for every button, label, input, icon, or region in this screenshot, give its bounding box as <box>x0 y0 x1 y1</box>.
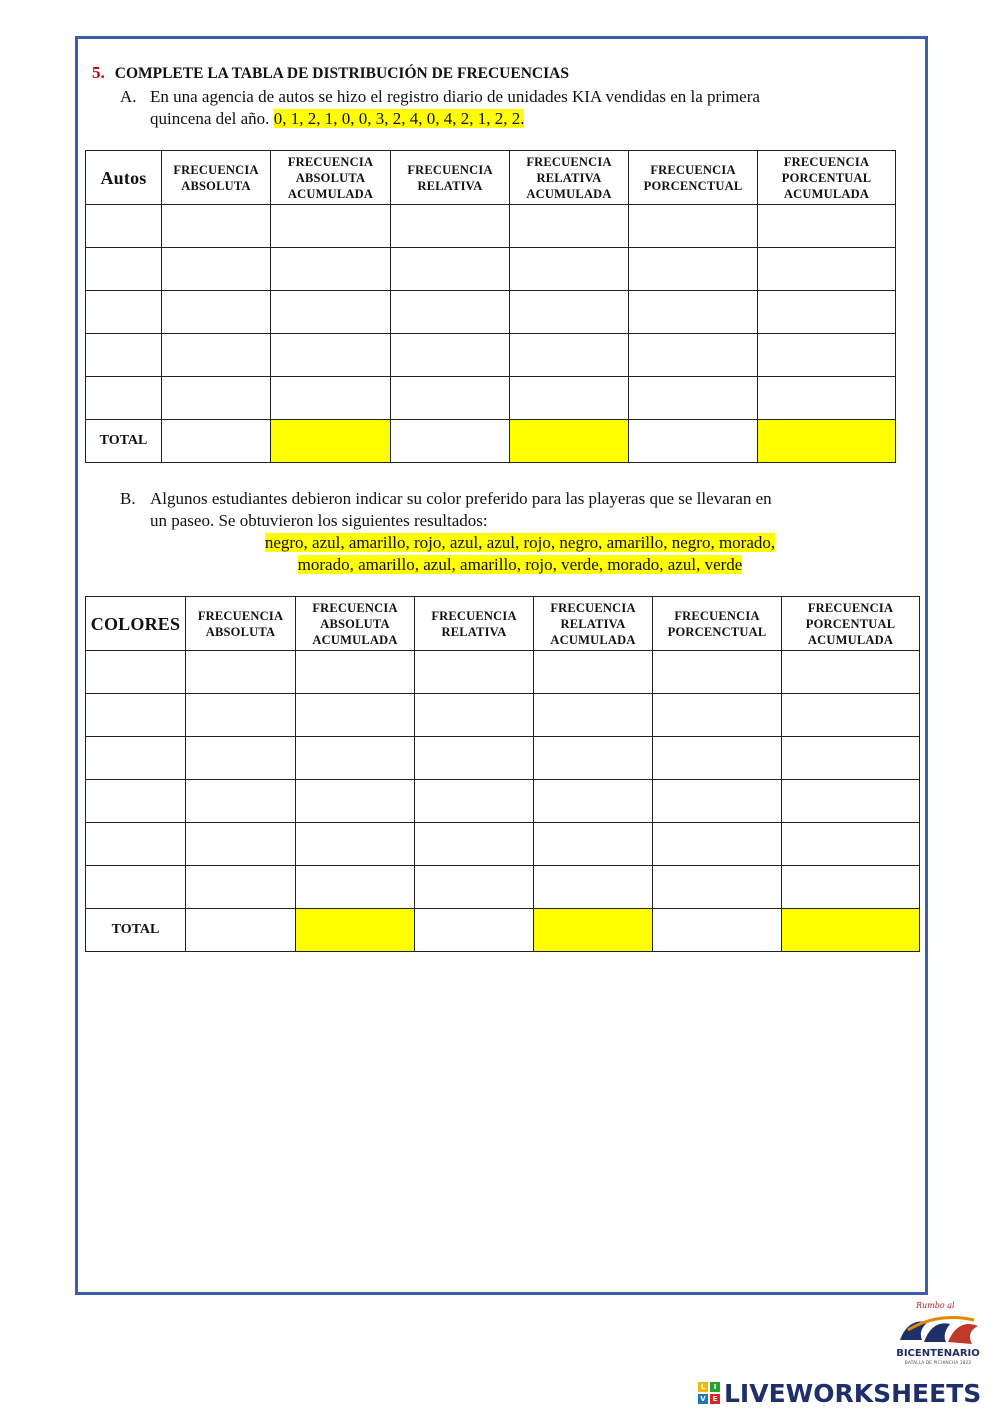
table_a-header-line: RELATIVA <box>536 170 602 185</box>
table-cell[interactable] <box>758 248 896 291</box>
total-row <box>86 420 896 463</box>
table_a-header-line: ACUMULADA <box>526 186 612 201</box>
table-row <box>86 737 920 780</box>
table-cell[interactable] <box>415 780 534 823</box>
table-cell[interactable] <box>271 205 391 248</box>
table_a-header-line: FRECUENCIA <box>650 162 736 177</box>
table_a-header-line: ACUMULADA <box>287 186 374 201</box>
table_b-header-line: RELATIVA <box>560 616 626 631</box>
bicentenario-sub: BATALLA DE PICHINCHA 1822 <box>904 1361 972 1366</box>
table_a-first-header: Autos <box>86 151 162 205</box>
table-row <box>86 780 920 823</box>
total-label: TOTAL <box>86 420 162 463</box>
bicentenario-label: BICENTENARIO <box>896 1348 980 1359</box>
table-cell[interactable] <box>296 737 415 780</box>
total-label: TOTAL <box>86 909 186 952</box>
table_b-header-1 <box>296 597 415 651</box>
table-row <box>86 334 896 377</box>
table-row <box>86 866 920 909</box>
table-cell[interactable] <box>758 205 896 248</box>
table-cell[interactable] <box>653 866 782 909</box>
table_b-header-line: ACUMULADA <box>312 632 398 647</box>
table_a-header-line: ABSOLUTA <box>295 170 366 185</box>
table-cell[interactable] <box>186 866 296 909</box>
part-a-line1: En una agencia de autos se hizo el registro diario de unidades KIA vendidas en la primera <box>150 87 760 106</box>
table-cell[interactable] <box>86 334 162 377</box>
table-cell[interactable] <box>391 291 510 334</box>
table-cell[interactable] <box>653 737 782 780</box>
table-cell[interactable] <box>186 694 296 737</box>
table-cell[interactable] <box>86 823 186 866</box>
table_a-header-4 <box>629 151 758 205</box>
table_b-header-line: FRECUENCIA <box>674 608 760 623</box>
table-cell[interactable] <box>415 694 534 737</box>
table-cell[interactable] <box>510 334 629 377</box>
table_b-header-5 <box>782 597 920 651</box>
table-cell[interactable] <box>510 291 629 334</box>
table-cell[interactable] <box>534 823 653 866</box>
table-row <box>86 291 896 334</box>
table-cell[interactable] <box>86 205 162 248</box>
part-b-data-line2: morado, amarillo, azul, amarillo, rojo, verde, morado, azul, verde <box>297 555 743 574</box>
table_a-header-2 <box>391 151 510 205</box>
table-cell[interactable] <box>758 377 896 420</box>
table_b-header-line: ACUMULADA <box>807 632 894 647</box>
table-cell[interactable] <box>534 651 653 694</box>
table-cell[interactable] <box>186 780 296 823</box>
table_a-header-line: FRECUENCIA <box>173 162 259 177</box>
lw-square-e: E <box>710 1394 720 1404</box>
table-row <box>86 377 896 420</box>
lw-square-i: I <box>710 1382 720 1392</box>
part-b-data-line1: negro, azul, amarillo, rojo, azul, azul, rojo, negro, amarillo, negro, morado, <box>264 533 776 552</box>
table_a-header-0 <box>162 151 271 205</box>
part-b-text <box>120 488 772 532</box>
table-cell[interactable] <box>296 866 415 909</box>
table_b-header-line: ABSOLUTA <box>205 624 276 639</box>
table-cell[interactable] <box>758 334 896 377</box>
table_b-header-line: FRECUENCIA <box>431 608 517 623</box>
total-cell[interactable] <box>629 420 758 463</box>
table_b-header-line: PORCENTUAL <box>805 616 896 631</box>
total-cell[interactable] <box>653 909 782 952</box>
table-cell[interactable] <box>86 780 186 823</box>
table_b-header-line: FRECUENCIA <box>550 600 636 615</box>
table_b-header-2 <box>415 597 534 651</box>
liveworksheets-logo-icon <box>698 1382 720 1404</box>
table-cell[interactable] <box>186 737 296 780</box>
table_a-header-line: ACUMULADA <box>783 186 870 201</box>
table-cell[interactable] <box>86 737 186 780</box>
table-cell[interactable] <box>782 823 920 866</box>
table-cell[interactable] <box>86 651 186 694</box>
table-row <box>86 205 896 248</box>
table_b-header-4 <box>653 597 782 651</box>
part-b-data <box>120 532 920 576</box>
table_a-header-line: ABSOLUTA <box>181 178 251 193</box>
exercise-number: 5. <box>92 63 105 82</box>
part-b-line2: un paseo. Se obtuvieron los siguientes resultados: <box>150 511 488 530</box>
table-cell[interactable] <box>296 780 415 823</box>
table_b-header-line: RELATIVA <box>441 624 507 639</box>
total-cell[interactable] <box>510 420 629 463</box>
table-cell[interactable] <box>415 823 534 866</box>
total-cell[interactable] <box>186 909 296 952</box>
table-cell[interactable] <box>758 291 896 334</box>
table-cell[interactable] <box>415 651 534 694</box>
table-cell[interactable] <box>629 205 758 248</box>
table-cell[interactable] <box>271 248 391 291</box>
table-cell[interactable] <box>629 334 758 377</box>
table-cell[interactable] <box>271 334 391 377</box>
table_a-header-line: PORCENTUAL <box>781 170 872 185</box>
table_a-header-line: FRECUENCIA <box>407 162 493 177</box>
part-a-text <box>120 86 760 130</box>
table-cell[interactable] <box>271 291 391 334</box>
total-cell[interactable] <box>782 909 920 952</box>
table-cell[interactable] <box>510 205 629 248</box>
table-cell[interactable] <box>534 866 653 909</box>
table_b-header-line: ABSOLUTA <box>320 616 390 631</box>
table-cell[interactable] <box>653 780 782 823</box>
part-b-letter: B. <box>120 489 136 508</box>
exercise-heading <box>92 63 569 83</box>
table-cell[interactable] <box>162 291 271 334</box>
table-cell[interactable] <box>86 377 162 420</box>
table-cell[interactable] <box>534 737 653 780</box>
table-cell[interactable] <box>653 694 782 737</box>
table-cell[interactable] <box>510 377 629 420</box>
total-cell[interactable] <box>534 909 653 952</box>
table-cell[interactable] <box>391 205 510 248</box>
table_b-header-line: FRECUENCIA <box>312 600 398 615</box>
table-cell[interactable] <box>653 823 782 866</box>
table-cell[interactable] <box>391 334 510 377</box>
table-cell[interactable] <box>86 694 186 737</box>
table-cell[interactable] <box>162 334 271 377</box>
part-a-data: 0, 1, 2, 1, 0, 0, 3, 2, 4, 0, 4, 2, 1, 2, 2. <box>273 109 525 128</box>
table_b-header-line: FRECUENCIA <box>197 608 284 623</box>
table_b-header-3 <box>534 597 653 651</box>
lw-square-v: V <box>698 1394 708 1404</box>
lw-square-l: L <box>698 1382 708 1392</box>
table-colores-header-row <box>86 597 920 651</box>
table-cell[interactable] <box>534 780 653 823</box>
table-cell[interactable] <box>782 866 920 909</box>
table-cell[interactable] <box>653 651 782 694</box>
table-cell[interactable] <box>415 866 534 909</box>
exercise-title: COMPLETE LA TABLA DE DISTRIBUCIÓN DE FRECUENCIAS <box>114 65 569 82</box>
table-cell[interactable] <box>534 694 653 737</box>
table-cell[interactable] <box>271 377 391 420</box>
table_a-header-1 <box>271 151 391 205</box>
table-cell[interactable] <box>782 694 920 737</box>
table-cell[interactable] <box>296 823 415 866</box>
table_a-header-line: FRECUENCIA <box>287 154 374 169</box>
table_a-header-3 <box>510 151 629 205</box>
table-cell[interactable] <box>86 248 162 291</box>
total-cell[interactable] <box>758 420 896 463</box>
liveworksheets-brand <box>698 1378 981 1408</box>
table-cell[interactable] <box>391 377 510 420</box>
table_a-header-line: PORCENCTUAL <box>643 178 743 193</box>
table-cell[interactable] <box>186 651 296 694</box>
table-row <box>86 694 920 737</box>
table-cell[interactable] <box>782 780 920 823</box>
table-colores <box>85 596 920 952</box>
total-cell[interactable] <box>391 420 510 463</box>
table-row <box>86 651 920 694</box>
table-cell[interactable] <box>629 248 758 291</box>
total-row <box>86 909 920 952</box>
table-cell[interactable] <box>629 291 758 334</box>
total-cell[interactable] <box>415 909 534 952</box>
table-cell[interactable] <box>162 248 271 291</box>
table-cell[interactable] <box>782 651 920 694</box>
table_a-header-5 <box>758 151 896 205</box>
table-cell[interactable] <box>391 248 510 291</box>
table-autos-header-row <box>86 151 896 205</box>
bicentenario-tagline: Rumbo al <box>916 1301 955 1310</box>
table-cell[interactable] <box>782 737 920 780</box>
table_a-header-line: FRECUENCIA <box>526 154 612 169</box>
table-cell[interactable] <box>629 377 758 420</box>
part-b-line1: Algunos estudiantes debieron indicar su color preferido para las playeras que se llevaran en <box>150 489 772 508</box>
table-row <box>86 248 896 291</box>
part-a-letter: A. <box>120 87 137 106</box>
table_b-header-line: ACUMULADA <box>550 632 636 647</box>
table-cell[interactable] <box>162 377 271 420</box>
total-cell[interactable] <box>271 420 391 463</box>
table-cell[interactable] <box>296 651 415 694</box>
table-cell[interactable] <box>162 205 271 248</box>
part-a-line2: quincena del año. <box>150 109 270 128</box>
table_a-header-line: FRECUENCIA <box>783 154 870 169</box>
table_b-first-header: COLORES <box>86 597 186 651</box>
total-cell[interactable] <box>162 420 271 463</box>
table-cell[interactable] <box>510 248 629 291</box>
liveworksheets-label: LIVEWORKSHEETS <box>724 1378 982 1408</box>
table-cell[interactable] <box>86 866 186 909</box>
table_b-header-0 <box>186 597 296 651</box>
table-autos <box>85 150 896 463</box>
table-cell[interactable] <box>415 737 534 780</box>
table-row <box>86 823 920 866</box>
table_a-header-line: RELATIVA <box>417 178 483 193</box>
table-cell[interactable] <box>186 823 296 866</box>
bicentenario-logo <box>888 1300 988 1370</box>
table-cell[interactable] <box>296 694 415 737</box>
table_b-header-line: PORCENCTUAL <box>667 624 767 639</box>
table_b-header-line: FRECUENCIA <box>807 600 894 615</box>
table-cell[interactable] <box>86 291 162 334</box>
total-cell[interactable] <box>296 909 415 952</box>
